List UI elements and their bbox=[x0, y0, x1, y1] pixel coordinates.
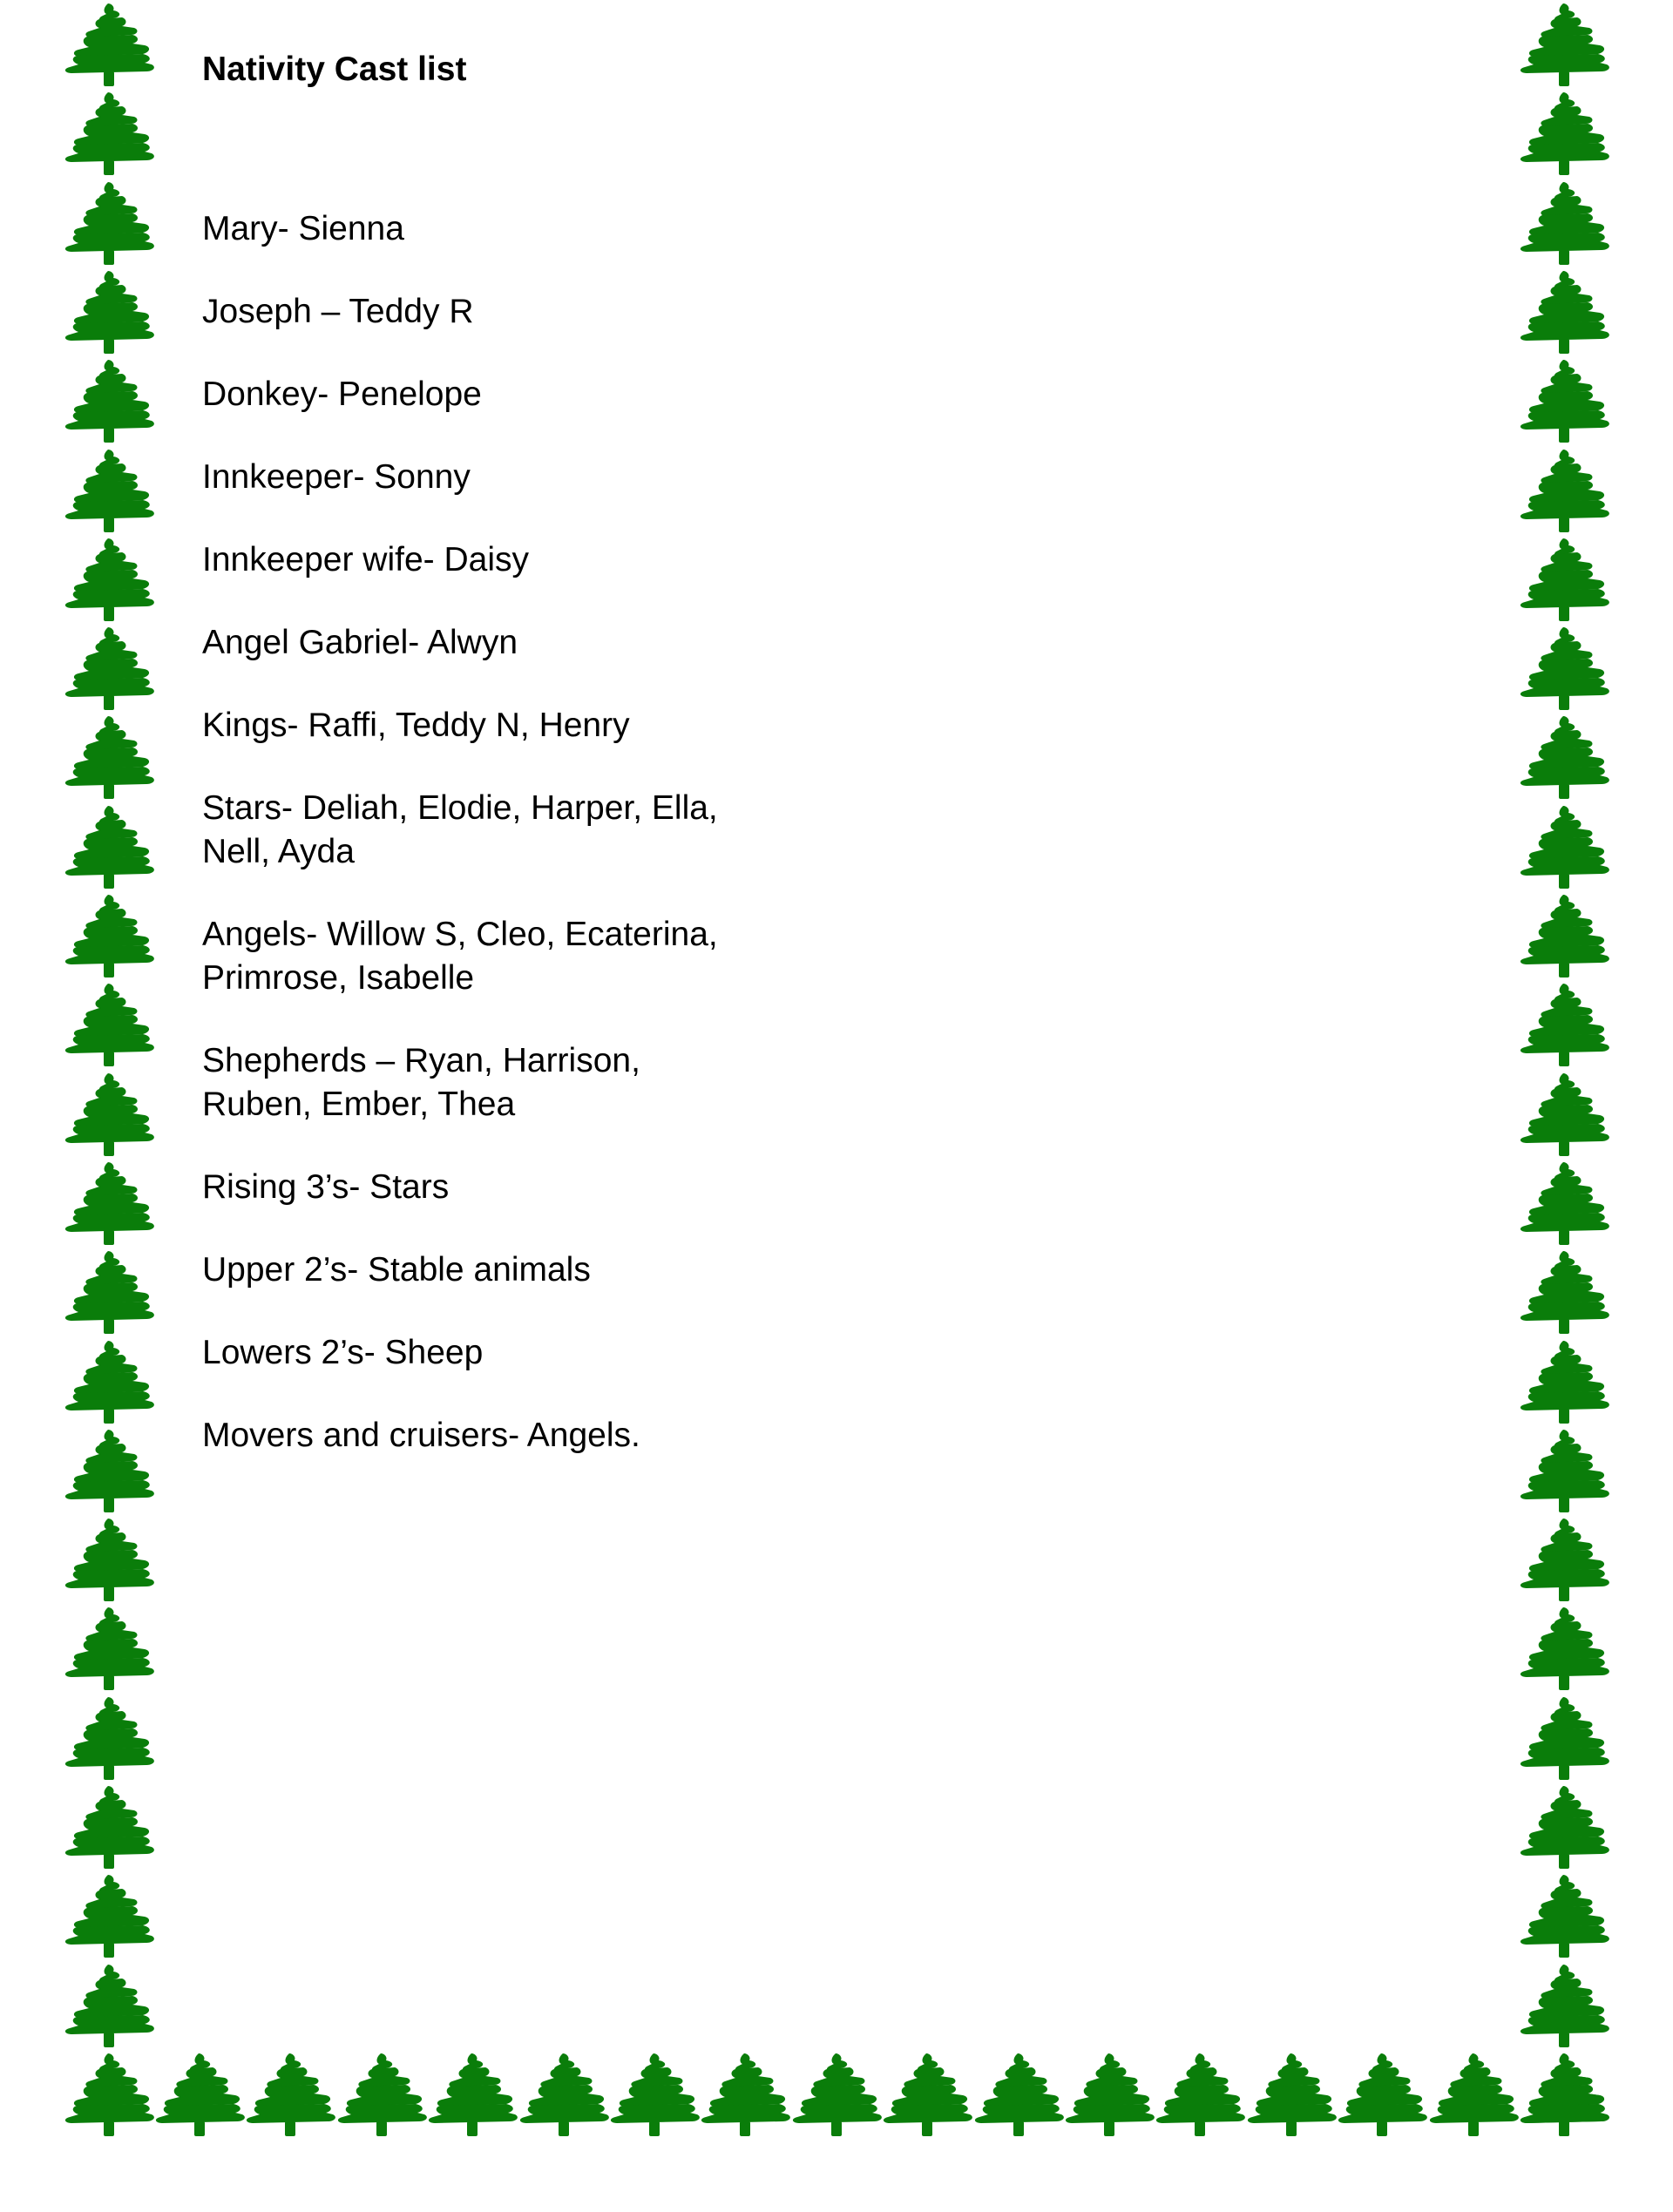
christmas-tree-icon bbox=[1520, 91, 1610, 176]
christmas-tree-icon bbox=[64, 982, 155, 1067]
christmas-tree-icon bbox=[64, 714, 155, 800]
cast-entry-donkey: Donkey- Penelope bbox=[202, 375, 482, 413]
christmas-tree-icon bbox=[1520, 804, 1610, 890]
christmas-tree-icon bbox=[1338, 2052, 1428, 2137]
cast-entry-innkeeper-wife: Innkeeper wife- Daisy bbox=[202, 541, 529, 578]
christmas-tree-icon bbox=[1520, 1160, 1610, 1246]
christmas-tree-icon bbox=[1520, 1428, 1610, 1513]
christmas-tree-icon bbox=[64, 1606, 155, 1691]
christmas-tree-icon bbox=[1520, 1339, 1610, 1424]
christmas-tree-icon bbox=[1520, 1517, 1610, 1602]
christmas-tree-icon bbox=[64, 91, 155, 176]
christmas-tree-icon bbox=[1520, 626, 1610, 711]
christmas-tree-icon bbox=[337, 2052, 428, 2137]
christmas-tree-icon bbox=[1520, 1249, 1610, 1335]
document-body bbox=[202, 44, 1422, 1497]
page-title: Nativity Cast list bbox=[202, 51, 467, 88]
cast-list bbox=[202, 207, 1422, 1458]
cast-entry-angel-gabriel: Angel Gabriel- Alwyn bbox=[202, 624, 518, 661]
christmas-tree-icon bbox=[1520, 1963, 1610, 2048]
christmas-tree-icon bbox=[792, 2052, 883, 2137]
christmas-tree-icon bbox=[974, 2052, 1065, 2137]
cast-entry-upper-2s: Upper 2’s- Stable animals bbox=[202, 1251, 591, 1289]
christmas-tree-icon bbox=[701, 2052, 791, 2137]
christmas-tree-icon bbox=[64, 1963, 155, 2048]
christmas-tree-icon bbox=[1520, 1873, 1610, 1958]
christmas-tree-icon bbox=[1520, 448, 1610, 533]
cast-entry-innkeeper: Innkeeper- Sonny bbox=[202, 458, 471, 496]
christmas-tree-icon bbox=[1520, 893, 1610, 978]
christmas-tree-icon bbox=[610, 2052, 701, 2137]
christmas-tree-icon bbox=[64, 2, 155, 87]
christmas-tree-icon bbox=[428, 2052, 518, 2137]
cast-entry-mary: Mary- Sienna bbox=[202, 210, 404, 247]
cast-entry-movers-cruisers: Movers and cruisers- Angels. bbox=[202, 1417, 640, 1454]
christmas-tree-icon bbox=[1520, 2, 1610, 87]
christmas-tree-icon bbox=[64, 1873, 155, 1958]
christmas-tree-icon bbox=[1065, 2052, 1155, 2137]
christmas-tree-icon bbox=[64, 1339, 155, 1424]
christmas-tree-icon bbox=[1155, 2052, 1246, 2137]
christmas-tree-icon bbox=[64, 1160, 155, 1246]
christmas-tree-icon bbox=[64, 1072, 155, 1157]
cast-entry-angels: Angels- Willow S, Cleo, Ecaterina, Primrose, Isabelle bbox=[202, 916, 718, 997]
christmas-tree-icon bbox=[64, 1249, 155, 1335]
christmas-tree-icon bbox=[64, 2052, 155, 2137]
christmas-tree-icon bbox=[246, 2052, 336, 2137]
christmas-tree-icon bbox=[155, 2052, 246, 2137]
christmas-tree-icon bbox=[1520, 269, 1610, 355]
cast-entry-stars: Stars- Deliah, Elodie, Harper, Ella, Nell, Ayda bbox=[202, 789, 718, 870]
christmas-tree-icon bbox=[1429, 2052, 1520, 2137]
christmas-tree-icon bbox=[64, 1695, 155, 1781]
christmas-tree-icon bbox=[64, 626, 155, 711]
cast-entry-rising-3s: Rising 3’s- Stars bbox=[202, 1168, 450, 1206]
christmas-tree-icon bbox=[1520, 982, 1610, 1067]
cast-entry-kings: Kings- Raffi, Teddy N, Henry bbox=[202, 707, 630, 744]
christmas-tree-icon bbox=[1520, 358, 1610, 443]
christmas-tree-icon bbox=[64, 537, 155, 622]
christmas-tree-icon bbox=[1247, 2052, 1338, 2137]
christmas-tree-icon bbox=[64, 358, 155, 443]
christmas-tree-icon bbox=[519, 2052, 610, 2137]
cast-entry-joseph: Joseph – Teddy R bbox=[202, 293, 474, 330]
christmas-tree-icon bbox=[1520, 714, 1610, 800]
christmas-tree-icon bbox=[1520, 180, 1610, 266]
christmas-tree-icon bbox=[1520, 1606, 1610, 1691]
christmas-tree-icon bbox=[64, 804, 155, 890]
cast-entry-lower-2s: Lowers 2’s- Sheep bbox=[202, 1334, 484, 1371]
christmas-tree-icon bbox=[64, 1784, 155, 1870]
christmas-tree-icon bbox=[64, 269, 155, 355]
christmas-tree-icon bbox=[64, 1428, 155, 1513]
christmas-tree-icon bbox=[1520, 537, 1610, 622]
christmas-tree-icon bbox=[883, 2052, 973, 2137]
christmas-tree-icon bbox=[64, 448, 155, 533]
christmas-tree-icon bbox=[64, 1517, 155, 1602]
christmas-tree-icon bbox=[1520, 1784, 1610, 1870]
cast-entry-shepherds: Shepherds – Ryan, Harrison, Ruben, Ember, Thea bbox=[202, 1042, 640, 1123]
christmas-tree-icon bbox=[1520, 1695, 1610, 1781]
christmas-tree-icon bbox=[1520, 2052, 1610, 2137]
christmas-tree-icon bbox=[64, 893, 155, 978]
christmas-tree-icon bbox=[1520, 1072, 1610, 1157]
christmas-tree-icon bbox=[64, 180, 155, 266]
